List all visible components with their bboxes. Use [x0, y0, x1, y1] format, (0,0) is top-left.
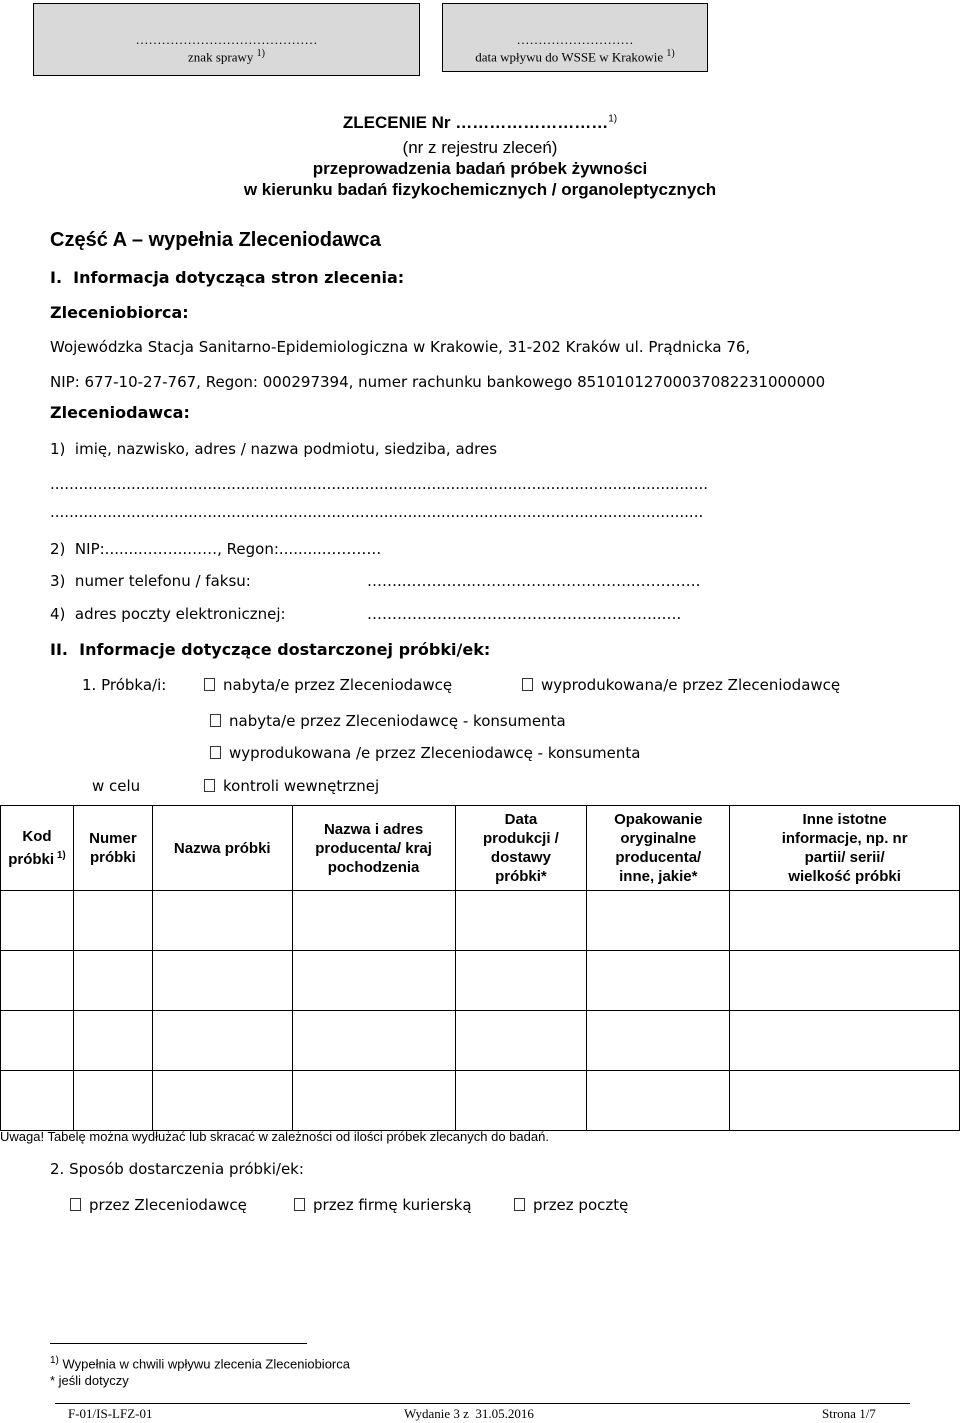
order-subtitle-direction: w kierunku badań fizykochemicznych / organoleptycznych	[243, 180, 717, 199]
table-cell[interactable]	[587, 1011, 730, 1071]
case-number-label: znak sprawy $^{1)}$	[188, 48, 265, 65]
col-header-other-info: Inne istotne informacje, np. nr partii/ serii/ wielkość próbki	[730, 806, 960, 891]
checkbox-icon[interactable]	[210, 746, 221, 759]
contractor-ids: NIP: 677-10-27-767, Regon: 000297394, numer rachunku bankowego 85101012700037082231000000	[50, 373, 826, 391]
client-phone-dots: ……..…………..…………………………..………….	[367, 572, 701, 590]
table-cell[interactable]	[1, 1071, 74, 1131]
client-label: Zleceniodawca:	[50, 403, 190, 422]
footer-rule	[55, 1403, 910, 1404]
contractor-address: Wojewódzka Stacja Sanitarno-Epidemiologiczna w Krakowie, 31-202 Kraków ul. Prądnicka 76,	[50, 338, 751, 356]
part-a-heading: Część A – wypełnia Zleceniodawca	[50, 229, 381, 251]
checkbox-icon[interactable]	[514, 1198, 525, 1211]
purpose-label: w celu	[92, 777, 141, 795]
section-2-heading: II. Informacje dotyczące dostarczonej próbki/ek:	[50, 640, 491, 659]
table-cell[interactable]	[455, 891, 587, 951]
order-subtitle-register: (nr z rejestru zleceń)	[402, 138, 558, 157]
col-header-sample-code: Kod próbki $^{1)}$	[1, 806, 74, 891]
table-cell[interactable]	[152, 951, 292, 1011]
order-title: ZLECENIE Nr ………………………$^{1)}$	[342, 113, 618, 132]
client-item-name: 1) imię, nazwisko, adres / nazwa podmiotu, siedziba, adres	[50, 440, 498, 458]
table-cell[interactable]	[455, 1011, 587, 1071]
table-cell[interactable]	[1, 891, 74, 951]
case-number-dots: ……………………………………	[135, 32, 318, 47]
checkbox-icon[interactable]	[294, 1198, 305, 1211]
client-item-nip: 2) NIP:.........……..……, Regon:...........……….	[50, 540, 382, 558]
table-note: Uwaga! Tabelę można wydłużać lub skracać w zależności od ilości próbek zlecanych do badań.	[0, 1129, 549, 1144]
purpose-option-internal-control[interactable]: kontroli wewnętrznej	[204, 777, 379, 795]
table-cell[interactable]	[152, 1071, 292, 1131]
checkbox-icon[interactable]	[204, 779, 215, 792]
checkbox-icon[interactable]	[522, 678, 533, 691]
table-row	[1, 891, 960, 951]
samples-table	[0, 805, 960, 1131]
table-cell[interactable]	[292, 1011, 455, 1071]
table-cell[interactable]	[73, 951, 152, 1011]
delivery-option-client[interactable]: przez Zleceniodawcę	[70, 1196, 247, 1214]
sample-option-produced-consumer[interactable]: wyprodukowana /e przez Zleceniodawcę - konsumenta	[210, 744, 640, 762]
arrival-date-label: data wpływu do WSSE w Krakowie $^{1)}$	[475, 48, 675, 65]
table-cell[interactable]	[730, 951, 960, 1011]
col-header-sample-name: Nazwa próbki	[152, 806, 292, 891]
footer-page-number: Strona 1/7	[822, 1406, 876, 1421]
table-cell[interactable]	[292, 951, 455, 1011]
case-number-box	[33, 3, 420, 76]
footer-edition: Wydanie 3 z 31.05.2016	[404, 1406, 534, 1421]
footer-form-code: F-01/IS-LFZ-01	[68, 1406, 153, 1421]
table-cell[interactable]	[73, 1071, 152, 1131]
table-cell[interactable]	[730, 1071, 960, 1131]
table-cell[interactable]	[292, 1071, 455, 1131]
col-header-production-date: Data produkcji / dostawy próbki*	[455, 806, 587, 891]
footnote-2: * jeśli dotyczy	[50, 1373, 129, 1388]
samples-table-header	[1, 806, 960, 891]
col-header-packaging: Opakowanie oryginalne producenta/ inne, jakie*	[587, 806, 730, 891]
sample-option-bought[interactable]: nabyta/e przez Zleceniodawcę	[204, 676, 452, 694]
client-name-dots-1: ..........................................................................................................................................	[50, 475, 708, 493]
checkbox-icon[interactable]	[210, 714, 221, 727]
section-1-heading: I. Informacja dotycząca stron zlecenia:	[50, 268, 405, 287]
table-cell[interactable]	[730, 1011, 960, 1071]
delivery-option-courier[interactable]: przez firmę kurierską	[294, 1196, 472, 1214]
table-cell[interactable]	[152, 891, 292, 951]
col-header-producer-address: Nazwa i adres producenta/ kraj pochodzenia	[292, 806, 455, 891]
table-cell[interactable]	[730, 891, 960, 951]
client-item-phone: 3) numer telefonu / faksu:	[50, 572, 251, 590]
client-item-email: 4) adres poczty elektronicznej:	[50, 605, 286, 623]
table-cell[interactable]	[587, 951, 730, 1011]
table-cell[interactable]	[1, 951, 74, 1011]
table-row	[1, 1071, 960, 1131]
checkbox-icon[interactable]	[70, 1198, 81, 1211]
footnote-1: $^{1)}$ Wypełnia w chwili wpływu zlecenia Zleceniobiorca	[50, 1355, 350, 1372]
sample-option-produced[interactable]: wyprodukowana/e przez Zleceniodawcę	[522, 676, 840, 694]
table-cell[interactable]	[1, 1011, 74, 1071]
table-row	[1, 1011, 960, 1071]
arrival-date-box	[442, 3, 708, 72]
client-email-dots: …………………………………………………..….	[367, 605, 682, 623]
sample-label: 1. Próbka/i:	[82, 676, 167, 694]
checkbox-icon[interactable]	[204, 678, 215, 691]
sample-option-bought-consumer[interactable]: nabyta/e przez Zleceniodawcę - konsumenta	[210, 712, 566, 730]
table-cell[interactable]	[292, 891, 455, 951]
table-cell[interactable]	[152, 1011, 292, 1071]
delivery-heading: 2. Sposób dostarczenia próbki/ek:	[50, 1160, 304, 1178]
table-cell[interactable]	[587, 1071, 730, 1131]
table-cell[interactable]	[455, 1071, 587, 1131]
contractor-label: Zleceniobiorca:	[50, 303, 189, 322]
table-cell[interactable]	[73, 1011, 152, 1071]
col-header-sample-number: Numer próbki	[73, 806, 152, 891]
table-cell[interactable]	[455, 951, 587, 1011]
footnote-separator	[50, 1343, 307, 1344]
delivery-option-post[interactable]: przez pocztę	[514, 1196, 628, 1214]
arrival-date-dots: ………………………	[516, 32, 634, 47]
order-subtitle-purpose: przeprowadzenia badań próbek żywności	[312, 159, 648, 178]
table-row	[1, 951, 960, 1011]
client-name-dots-2: .........................................................................................................................................	[50, 503, 704, 521]
table-cell[interactable]	[73, 891, 152, 951]
table-cell[interactable]	[587, 891, 730, 951]
